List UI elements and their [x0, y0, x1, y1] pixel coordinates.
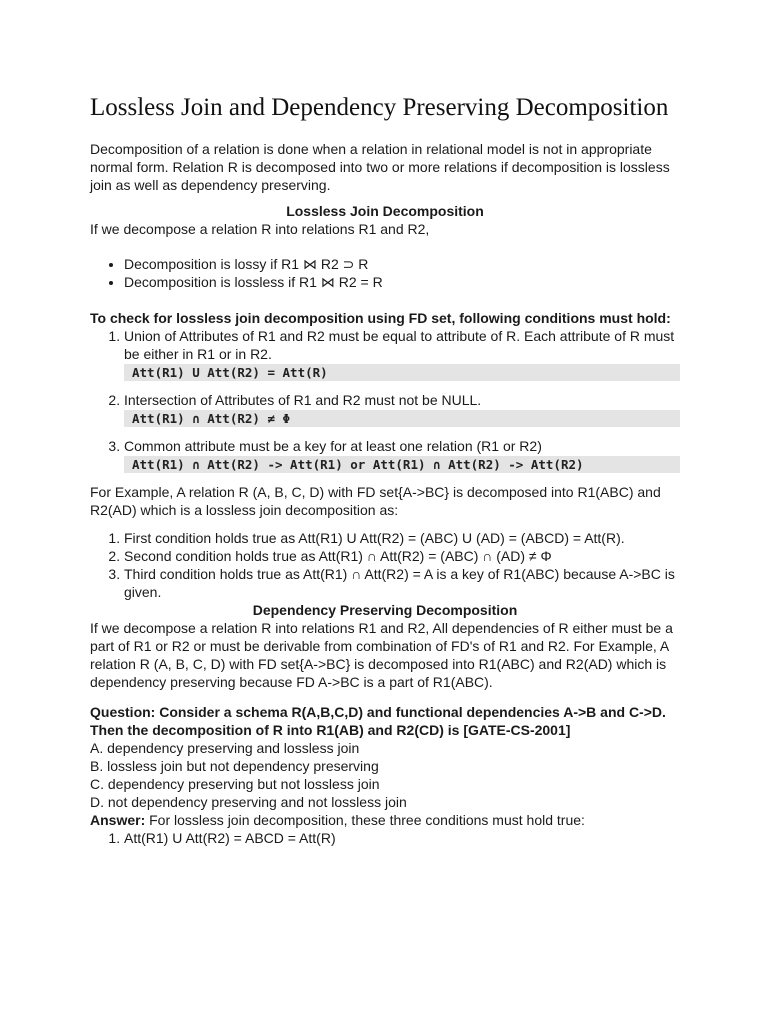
code-block: Att(R1) ∩ Att(R2) -> Att(R1) or Att(R1) ∩ Att(R2) -> Att(R2) — [124, 456, 680, 473]
condition-text: Intersection of Attributes of R1 and R2 must not be NULL. — [124, 392, 482, 408]
list-item: 1. Att(R1) U Att(R2) = ABCD = Att(R) — [124, 829, 680, 847]
document-page — [90, 92, 680, 847]
list-item: • Decomposition is lossy if R1 ⋈ R2 ⊃ R — [124, 255, 680, 273]
lossless-heading: Lossless Join Decomposition — [286, 203, 484, 219]
code-block: Att(R1) U Att(R2) = Att(R) — [124, 364, 680, 381]
dependency-paragraph: If we decompose a relation R into relations R1 and R2, All dependencies of R either must be a part of R1 or R2 or must be derivable from combination of FD's of R1 and R2. For Example, A relation R (A, B, C, D) with FD set{A->BC} is decomposed into R1(ABC) and R2(AD) which is dependency preserving because FD A->BC is a part of R1(ABC). — [90, 620, 673, 690]
list-item: 2. Second condition holds true as Att(R1) ∩ Att(R2) = (ABC) ∩ (AD) ≠ Φ — [124, 547, 680, 565]
lossless-bullets — [90, 255, 680, 291]
code-block: Att(R1) ∩ Att(R2) ≠ Φ — [124, 410, 680, 427]
answer-steps — [90, 829, 680, 847]
option-c: C. dependency preserving but not lossless join — [90, 776, 380, 792]
page-title: Lossless Join and Dependency Preserving Decomposition — [90, 94, 669, 121]
list-item: • Decomposition is lossless if R1 ⋈ R2 = R — [124, 273, 680, 291]
intro-paragraph: Decomposition of a relation is done when a relation in relational model is not in appropriate normal form. Relation R is decomposed into two or more relations if decomposition is lossless join as well as dependency preserving. — [90, 141, 670, 193]
condition-text: Union of Attributes of R1 and R2 must be equal to attribute of R. Each attribute of R must be either in R1 or in R2. — [124, 328, 675, 362]
lossless-lead: If we decompose a relation R into relations R1 and R2, — [90, 221, 430, 237]
example-steps — [90, 529, 680, 601]
option-b: B. lossless join but not dependency preserving — [90, 758, 379, 774]
check-heading: To check for lossless join decomposition using FD set, following conditions must hold: — [90, 310, 671, 326]
list-item — [124, 327, 680, 381]
option-d: D. not dependency preserving and not lossless join — [90, 794, 407, 810]
list-item — [124, 437, 680, 473]
list-item: 1. First condition holds true as Att(R1) U Att(R2) = (ABC) U (AD) = (ABCD) = Att(R). — [124, 529, 680, 547]
question-text: Question: Consider a schema R(A,B,C,D) and functional dependencies A->B and C->D. Then the decomposition of R into R1(AB) and R2(CD) is [GATE-CS-2001] — [90, 704, 666, 738]
option-a: A. dependency preserving and lossless join — [90, 740, 360, 756]
condition-text: Common attribute must be a key for at least one relation (R1 or R2) — [124, 438, 542, 454]
dependency-heading: Dependency Preserving Decomposition — [252, 602, 518, 618]
example-paragraph: For Example, A relation R (A, B, C, D) with FD set{A->BC} is decomposed into R1(ABC) and R2(AD) which is a lossless join decomposition as: — [90, 484, 661, 518]
list-item: 3. Third condition holds true as Att(R1) ∩ Att(R2) = A is a key of R1(ABC) because A->BC is given. — [124, 565, 680, 601]
list-item — [124, 391, 680, 427]
answer-line — [90, 811, 680, 829]
condition-list — [90, 327, 680, 473]
answer-text: For lossless join decomposition, these three conditions must hold true: — [145, 812, 585, 828]
answer-label: Answer: — [90, 812, 146, 828]
